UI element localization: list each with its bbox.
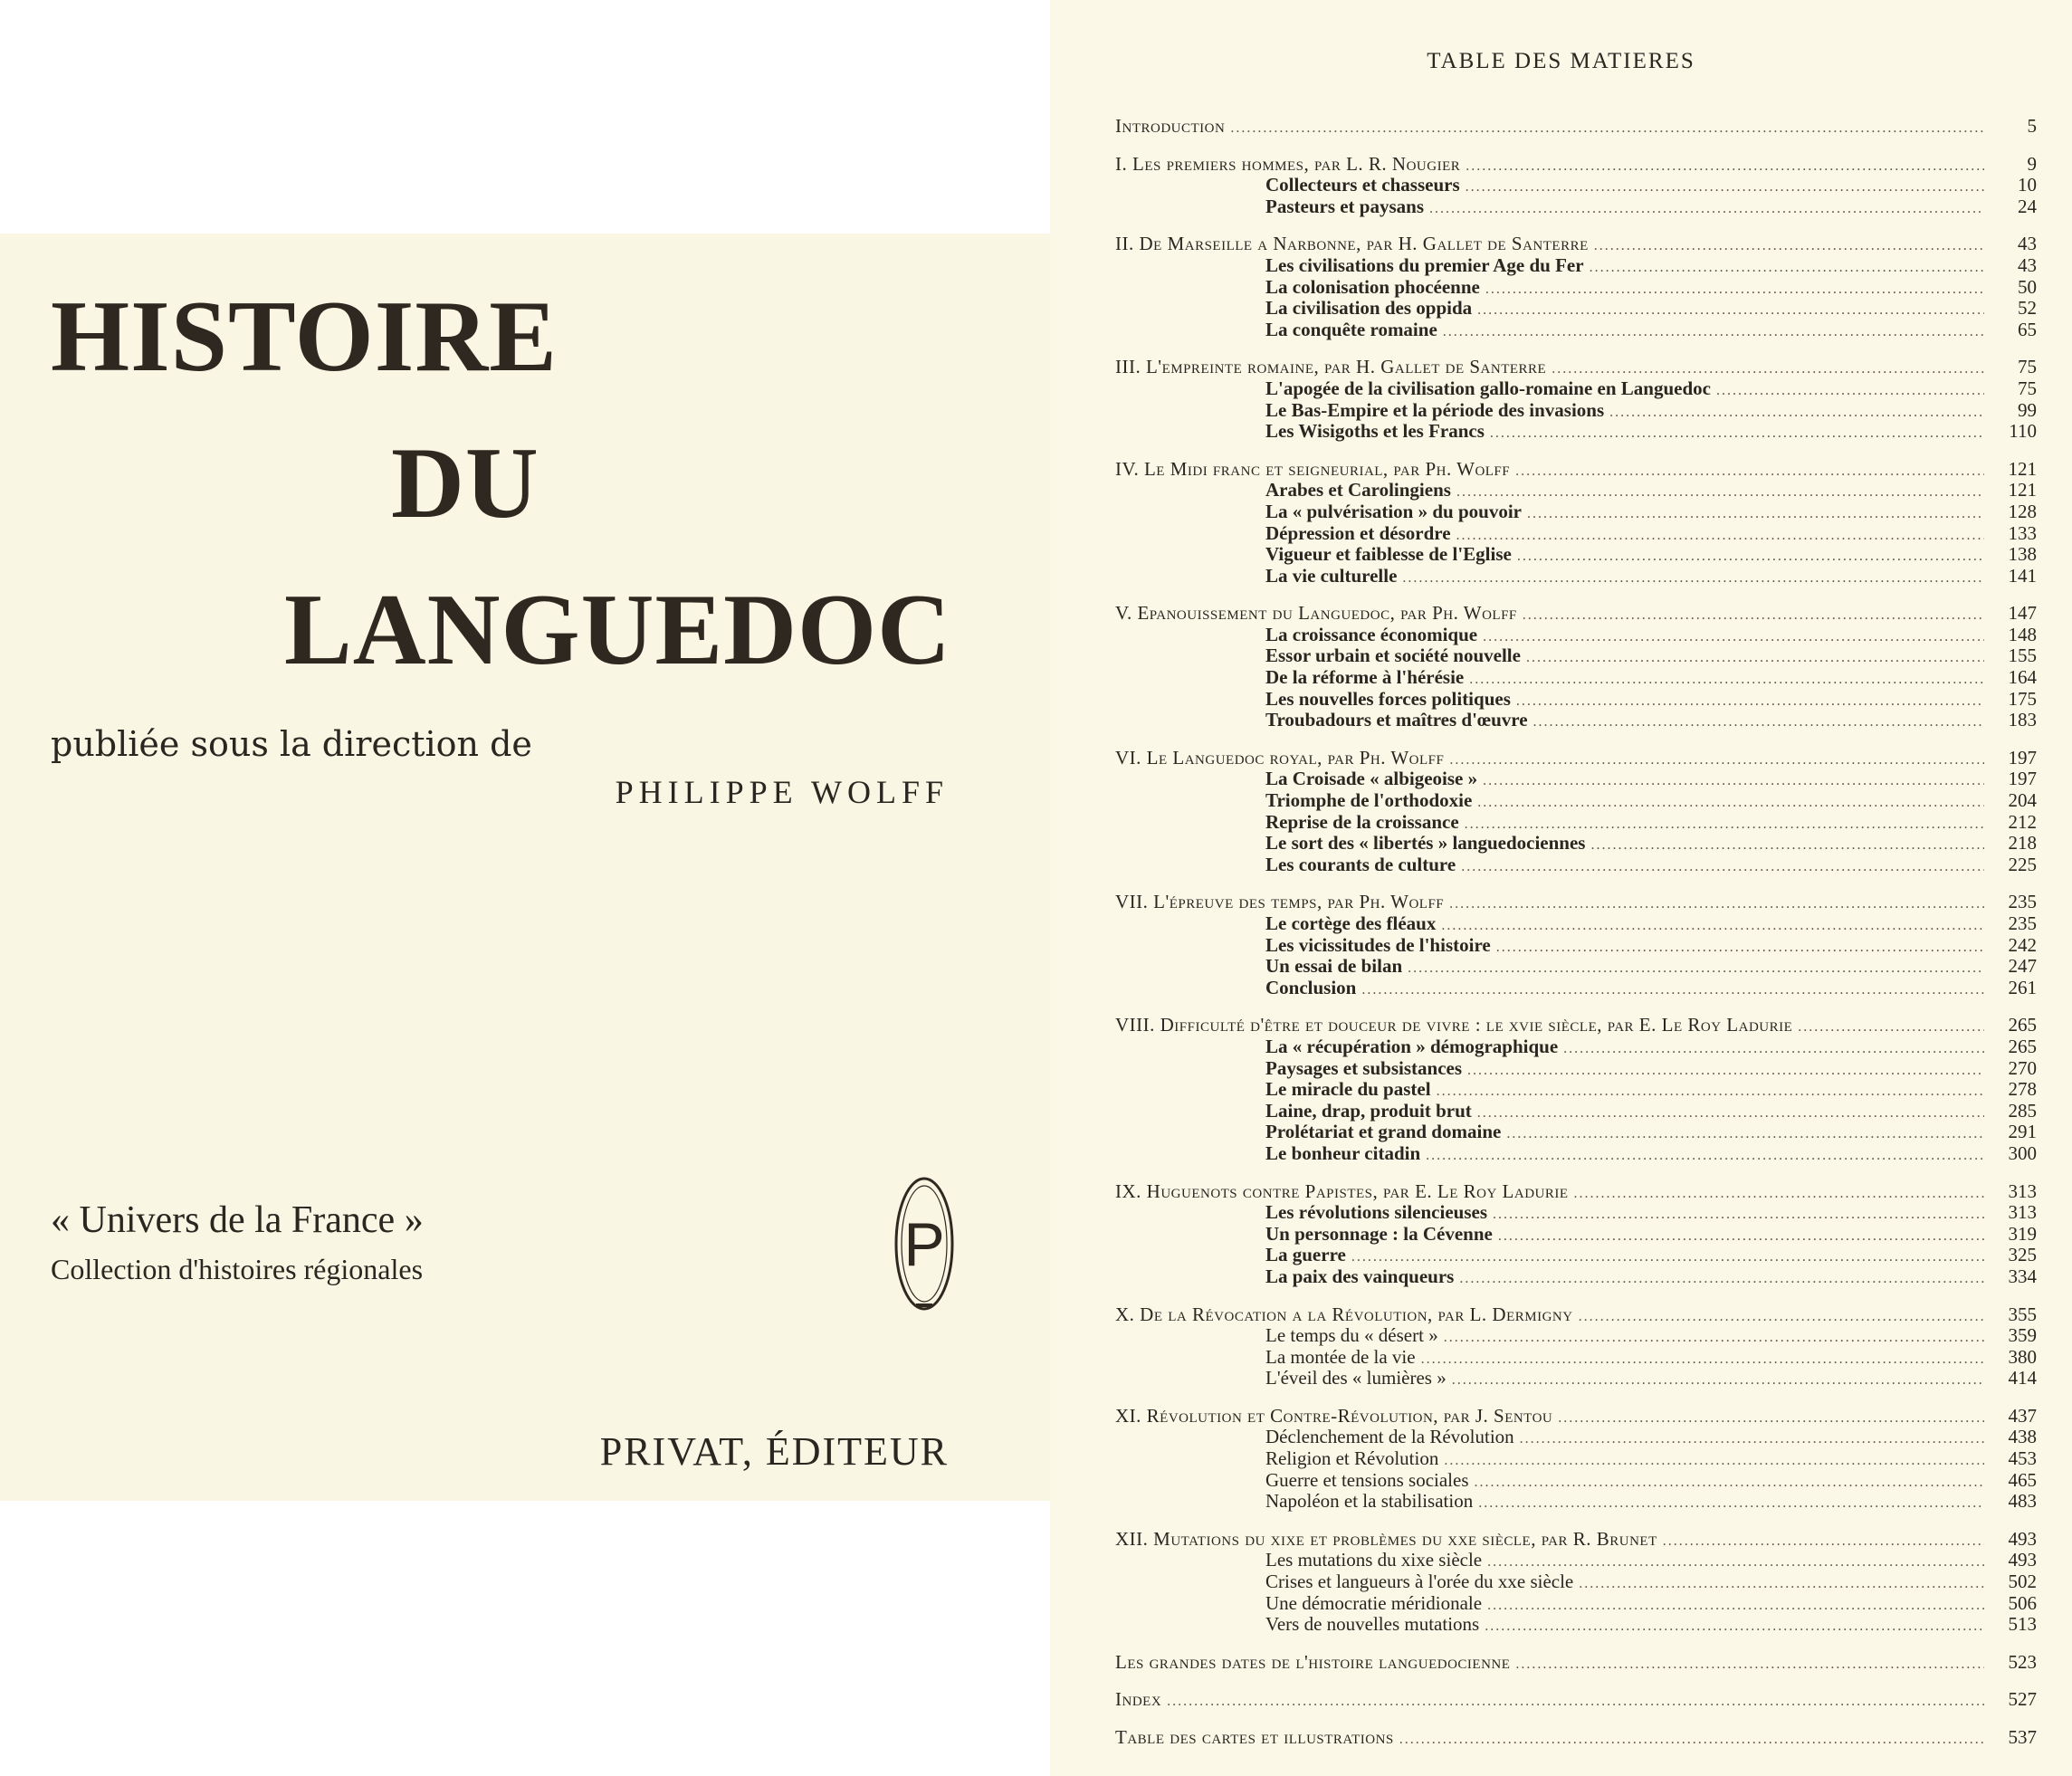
toc-entry-label: Un personnage : la Cévenne — [1265, 1222, 1493, 1245]
toc-section — [1115, 320, 2037, 341]
toc-chapter-group — [1115, 1015, 2037, 1164]
dot-leader — [1579, 1573, 1984, 1595]
toc-section — [1115, 812, 2037, 834]
toc-entry-label: Le Bas-Empire et la période des invasions — [1265, 398, 1605, 421]
toc-chapter — [1115, 1181, 2037, 1203]
dot-leader — [1466, 177, 1984, 198]
toc-page-number: 147 — [2008, 602, 2037, 625]
toc-page-number: 43 — [2018, 253, 2037, 276]
toc-entry-label: Essor urbain et société nouvelle — [1265, 645, 1521, 667]
dot-leader — [1466, 156, 1984, 177]
dot-leader — [1467, 1060, 1984, 1082]
toc-entry-label: Religion et Révolution — [1265, 1447, 1439, 1470]
toc-page-number: 242 — [2008, 933, 2037, 956]
toc-section — [1115, 255, 2037, 277]
dot-leader — [1167, 1691, 1984, 1713]
toc-page-number: 493 — [2008, 1549, 2037, 1571]
toc-entry-label: Les Wisigoths et les Francs — [1265, 420, 1485, 443]
toc-chapter — [1115, 1015, 2037, 1036]
toc-page-number: 218 — [2008, 832, 2037, 855]
publisher-logo-icon — [891, 1175, 958, 1320]
toc-entry-label: Dépression et désordre — [1265, 521, 1451, 544]
toc-chapter-group — [1115, 154, 2037, 218]
title-line-2: DU — [391, 427, 539, 539]
toc-page-number: 52 — [2018, 297, 2037, 320]
toc-entry-label: Un essai de bilan — [1265, 955, 1403, 978]
dot-leader — [1487, 1595, 1984, 1617]
dot-leader — [1496, 937, 1984, 959]
toc-page-number: 313 — [2008, 1201, 2037, 1224]
toc-back-matter — [1115, 1689, 2037, 1711]
dot-leader — [1421, 1349, 1984, 1370]
toc-section — [1115, 1058, 2037, 1080]
toc-section — [1115, 1347, 2037, 1369]
toc-entry-label: La colonisation phocéenne — [1265, 275, 1480, 298]
toc-entry-label: Table des cartes et illustrations — [1115, 1726, 1394, 1748]
dot-leader — [1515, 1654, 1984, 1676]
toc-page-number: 75 — [2018, 377, 2037, 399]
dot-leader — [1563, 1038, 1984, 1060]
toc-section — [1115, 1491, 2037, 1513]
toc-section — [1115, 501, 2037, 523]
dot-leader — [1441, 915, 1984, 937]
toc-section — [1115, 480, 2037, 501]
toc-page-number: 453 — [2008, 1447, 2037, 1470]
toc-page-number: 265 — [2008, 1035, 2037, 1057]
toc-section — [1115, 1266, 2037, 1288]
dot-leader — [1520, 1428, 1984, 1450]
toc-chapter — [1115, 603, 2037, 625]
dot-leader — [1515, 461, 1984, 482]
toc-entry-label: La vie culturelle — [1265, 564, 1398, 587]
subtitle: publiée sous la direction de — [51, 724, 532, 764]
toc-entry-label: Triomphe de l'orthodoxie — [1265, 789, 1473, 812]
toc-page-number: 502 — [2008, 1571, 2037, 1593]
toc-page-number: 65 — [2018, 318, 2037, 340]
toc-section — [1115, 1571, 2037, 1593]
toc-page-number: 99 — [2018, 398, 2037, 421]
toc-section — [1115, 1614, 2037, 1636]
dot-leader — [1402, 568, 1984, 589]
toc-entry-label: La croissance économique — [1265, 623, 1478, 645]
toc-page-number: 325 — [2008, 1244, 2037, 1266]
toc-section — [1115, 790, 2037, 812]
toc-page-number: 5 — [2027, 115, 2037, 137]
toc-entry-label: La « récupération » démographique — [1265, 1035, 1559, 1057]
collection-name: Collection d'histoires régionales — [51, 1253, 424, 1285]
toc-page-number: 483 — [2008, 1490, 2037, 1513]
toc-entry-label: La civilisation des oppida — [1265, 297, 1473, 320]
toc-list — [1115, 116, 2037, 1765]
toc-chapter — [1115, 154, 2037, 176]
toc-entry-label: Les nouvelles forces politiques — [1265, 687, 1511, 710]
toc-entry-label: VI. Le Languedoc royal, par Ph. Wolff — [1115, 746, 1445, 769]
toc-page-number: 9 — [2027, 152, 2037, 175]
toc-entry-label: Le cortège des fléaux — [1265, 912, 1437, 934]
toc-entry-label: L'apogée de la civilisation gallo-romaine en Languedoc — [1265, 377, 1711, 399]
dot-leader — [1526, 647, 1984, 669]
toc-page-number: 285 — [2008, 1099, 2037, 1122]
toc-chapter-group — [1115, 892, 2037, 998]
toc-page-number: 278 — [2008, 1078, 2037, 1101]
toc-entry-label: Guerre et tensions sociales — [1265, 1468, 1469, 1491]
toc-entry-label: Arabes et Carolingiens — [1265, 479, 1451, 501]
dot-leader — [1579, 1306, 1984, 1328]
toc-section — [1115, 769, 2037, 790]
toc-entry-label: VII. L'épreuve des temps, par Ph. Wolff — [1115, 891, 1445, 913]
dot-leader — [1527, 503, 1984, 525]
toc-page-number: 75 — [2018, 356, 2037, 378]
toc-section — [1115, 1245, 2037, 1266]
toc-page-number: 110 — [2009, 420, 2037, 443]
toc-entry-label: V. Epanouissement du Languedoc, par Ph. Wolff — [1115, 602, 1517, 625]
toc-chapter-group — [1115, 1406, 2037, 1513]
toc-entry-label: XI. Révolution et Contre-Révolution, par J. Sentou — [1115, 1404, 1553, 1427]
toc-entry-label: Le temps du « désert » — [1265, 1324, 1438, 1347]
toc-page-number: 204 — [2008, 789, 2037, 812]
toc-page-number: 334 — [2008, 1265, 2037, 1287]
toc-section — [1115, 667, 2037, 689]
toc-entry-label: XII. Mutations du xixe et problèmes du xxe siècle, par R. Brunet — [1115, 1527, 1657, 1550]
toc-section — [1115, 544, 2037, 566]
dot-leader — [1516, 691, 1984, 712]
toc-entry-label: Le sort des « libertés » languedociennes — [1265, 832, 1586, 855]
toc-page-number: 50 — [2018, 275, 2037, 298]
dot-leader — [1498, 1226, 1984, 1247]
toc-entry-label: Napoléon et la stabilisation — [1265, 1490, 1474, 1513]
toc-page-number: 121 — [2008, 479, 2037, 501]
toc-entry-label: IV. Le Midi franc et seigneurial, par Ph. Wolff — [1115, 457, 1511, 480]
dot-leader — [1594, 235, 1984, 257]
dot-leader — [1523, 605, 1984, 626]
dot-leader — [1558, 1408, 1984, 1429]
toc-page-number: 537 — [2008, 1726, 2037, 1748]
toc-section — [1115, 1448, 2037, 1470]
toc-entry-label: Collecteurs et chasseurs — [1265, 174, 1460, 196]
toc-page-number: 506 — [2008, 1591, 2037, 1614]
toc-back-matter — [1115, 1727, 2037, 1749]
toc-page-number: 291 — [2008, 1121, 2037, 1143]
toc-section — [1115, 277, 2037, 299]
dot-leader — [1449, 893, 1984, 915]
toc-page-number: 465 — [2008, 1468, 2037, 1491]
toc-entry-label: X. De la Révocation a la Révolution, par L. Dermigny — [1115, 1303, 1573, 1325]
toc-chapter-group — [1115, 748, 2037, 876]
toc-entry-label: IX. Huguenots contre Papistes, par E. Le Roy Ladurie — [1115, 1179, 1569, 1202]
toc-page-number: 235 — [2008, 912, 2037, 934]
toc-section — [1115, 625, 2037, 646]
toc-section — [1115, 298, 2037, 320]
toc-entry-label: Introduction — [1115, 115, 1226, 137]
toc-entry-label: De la réforme à l'hérésie — [1265, 666, 1465, 689]
toc-entry-label: Déclenchement de la Révolution — [1265, 1426, 1514, 1448]
toc-chapter-group — [1115, 1304, 2037, 1389]
dot-leader — [1456, 525, 1984, 547]
toc-section — [1115, 400, 2037, 422]
toc-section — [1115, 1470, 2037, 1492]
toc-section — [1115, 1427, 2037, 1448]
toc-chapter-group — [1115, 234, 2037, 340]
toc-chapter — [1115, 748, 2037, 769]
toc-section — [1115, 1325, 2037, 1347]
toc-page-number: 133 — [2008, 521, 2037, 544]
toc-page-number: 138 — [2008, 543, 2037, 566]
toc-chapter — [1115, 1304, 2037, 1326]
toc-entry-label: Prolétariat et grand domaine — [1265, 1121, 1502, 1143]
toc-entry-label: Les civilisations du premier Age du Fer — [1265, 253, 1584, 276]
toc-page-number: 513 — [2008, 1613, 2037, 1636]
toc-entry-label: Reprise de la croissance — [1265, 810, 1459, 833]
toc-section — [1115, 689, 2037, 711]
toc-section — [1115, 1368, 2037, 1389]
toc-entry-label: Vers de nouvelles mutations — [1265, 1613, 1480, 1636]
dot-leader — [1478, 1493, 1984, 1514]
toc-section — [1115, 566, 2037, 587]
toc-page-number: 247 — [2008, 955, 2037, 978]
toc-section — [1115, 378, 2037, 400]
toc-page-number: 164 — [2008, 666, 2037, 689]
dot-leader — [1449, 750, 1984, 771]
toc-chapter — [1115, 1529, 2037, 1551]
toc-chapter-group — [1115, 603, 2037, 731]
toc-page-number: 225 — [2008, 853, 2037, 875]
toc-entry-label: Pasteurs et paysans — [1265, 195, 1425, 217]
toc-entry-label: Les courants de culture — [1265, 853, 1456, 875]
toc-entry-label: VIII. Difficulté d'être et douceur de vivre : le xvie siècle, par E. Le Roy Ladurie — [1115, 1014, 1793, 1036]
toc-introduction — [1115, 116, 2037, 138]
dot-leader — [1456, 482, 1984, 503]
dot-leader — [1443, 321, 1984, 343]
dot-leader — [1590, 257, 1984, 279]
toc-entry-label: I. Les premiers hommes, par L. R. Nougier — [1115, 152, 1461, 175]
toc-section — [1115, 1593, 2037, 1615]
toc-entry-label: La conquête romaine — [1265, 318, 1437, 340]
table-of-contents-page — [1050, 0, 2072, 1776]
dot-leader — [1490, 423, 1984, 444]
dot-leader — [1426, 1145, 1984, 1167]
dot-leader — [1477, 792, 1984, 814]
toc-entry-label: Les mutations du xixe siècle — [1265, 1549, 1483, 1571]
dot-leader — [1408, 958, 1984, 979]
toc-chapter-group — [1115, 1529, 2037, 1636]
dot-leader — [1506, 1123, 1984, 1145]
toc-section — [1115, 913, 2037, 935]
toc-entry-label: Paysages et subsistances — [1265, 1056, 1463, 1079]
dot-leader — [1716, 380, 1984, 402]
toc-chapter — [1115, 1406, 2037, 1427]
toc-page-number: 175 — [2008, 687, 2037, 710]
toc-chapter — [1115, 892, 2037, 913]
toc-entry-label: Les révolutions silencieuses — [1265, 1201, 1487, 1224]
toc-page-number: 300 — [2008, 1141, 2037, 1164]
toc-page-number: 141 — [2008, 564, 2037, 587]
toc-section — [1115, 1122, 2037, 1143]
toc-page-number: 437 — [2008, 1404, 2037, 1427]
dot-leader — [1444, 1327, 1984, 1349]
toc-chapter-group — [1115, 357, 2037, 442]
toc-entry-label: Crises et langueurs à l'orée du xxe siècle — [1265, 1571, 1574, 1593]
toc-entry-label: Index — [1115, 1688, 1162, 1711]
toc-section — [1115, 833, 2037, 855]
toc-page-number: 128 — [2008, 500, 2037, 522]
toc-page-number: 212 — [2008, 810, 2037, 833]
toc-entry-label: Les vicissitudes de l'histoire — [1265, 933, 1491, 956]
toc-entry-label: III. L'empreinte romaine, par H. Gallet de Santerre — [1115, 356, 1547, 378]
toc-page-number: 355 — [2008, 1303, 2037, 1325]
toc-page-number: 235 — [2008, 891, 2037, 913]
toc-entry-label: Les grandes dates de l'histoire languedocienne — [1115, 1650, 1511, 1673]
toc-entry-label: La paix des vainqueurs — [1265, 1265, 1455, 1287]
toc-page-number: 197 — [2008, 768, 2037, 790]
toc-chapter — [1115, 357, 2037, 378]
toc-entry-label: La guerre — [1265, 1244, 1346, 1266]
toc-section — [1115, 196, 2037, 218]
dot-leader — [1477, 1103, 1984, 1124]
dot-leader — [1452, 1370, 1984, 1391]
toc-section — [1115, 523, 2037, 545]
toc-chapter-group — [1115, 1181, 2037, 1288]
toc-entry-label: Troubadours et maîtres d'œuvre — [1265, 709, 1528, 731]
toc-section — [1115, 1036, 2037, 1058]
dot-leader — [1399, 1729, 1984, 1751]
toc-section — [1115, 421, 2037, 443]
title-page — [0, 234, 1050, 1501]
dot-leader — [1663, 1531, 1984, 1552]
toc-chapter — [1115, 234, 2037, 255]
toc-section — [1115, 1143, 2037, 1165]
dot-leader — [1483, 626, 1984, 648]
dot-leader — [1230, 118, 1984, 139]
dot-leader — [1798, 1017, 1984, 1038]
toc-page-number: 527 — [2008, 1688, 2037, 1711]
dot-leader — [1437, 1081, 1984, 1103]
title-line-1: HISTOIRE — [51, 281, 558, 393]
toc-section — [1115, 855, 2037, 876]
toc-page-number: 197 — [2008, 746, 2037, 769]
toc-page-number: 24 — [2018, 195, 2037, 217]
toc-section — [1115, 1550, 2037, 1571]
series-name: « Univers de la France » — [51, 1199, 424, 1241]
toc-page-number: 43 — [2018, 233, 2037, 255]
toc-entry-label: Le bonheur citadin — [1265, 1141, 1421, 1164]
toc-page-number: 270 — [2008, 1056, 2037, 1079]
toc-entry-label: La « pulvérisation » du pouvoir — [1265, 500, 1522, 522]
dot-leader — [1485, 1616, 1984, 1638]
toc-page-number: 183 — [2008, 709, 2037, 731]
dot-leader — [1361, 979, 1984, 1001]
toc-entry-label: La Croisade « albigeoise » — [1265, 768, 1478, 790]
dot-leader — [1517, 546, 1984, 568]
toc-section — [1115, 1101, 2037, 1122]
toc-page-number: 148 — [2008, 623, 2037, 645]
toc-section — [1115, 710, 2037, 731]
author: PHILIPPE WOLFF — [615, 774, 949, 810]
toc-entry-label: Vigueur et faiblesse de l'Eglise — [1265, 543, 1512, 566]
dot-leader — [1590, 835, 1984, 856]
toc-entry-label: Conclusion — [1265, 976, 1357, 998]
toc-chapter-group — [1115, 459, 2037, 587]
dot-leader — [1477, 300, 1984, 321]
toc-page-number: 155 — [2008, 645, 2037, 667]
dot-leader — [1485, 279, 1984, 301]
toc-chapter — [1115, 459, 2037, 481]
toc-page-number: 438 — [2008, 1426, 2037, 1448]
toc-entry-label: Une démocratie méridionale — [1265, 1591, 1483, 1614]
dot-leader — [1609, 402, 1984, 424]
toc-entry-label: Laine, drap, produit brut — [1265, 1099, 1472, 1122]
dot-leader — [1483, 770, 1984, 792]
toc-page-number: 10 — [2018, 174, 2037, 196]
toc-page-number: 121 — [2008, 457, 2037, 480]
title-line-3: LANGUEDOC — [284, 574, 952, 686]
toc-entry-label: II. De Marseille a Narbonne, par H. Gallet de Santerre — [1115, 233, 1589, 255]
toc-entry-label: L'éveil des « lumières » — [1265, 1367, 1447, 1389]
toc-section — [1115, 956, 2037, 978]
toc-page-number: 359 — [2008, 1324, 2037, 1347]
toc-section — [1115, 1202, 2037, 1224]
dot-leader — [1574, 1183, 1984, 1205]
dot-leader — [1533, 711, 1984, 733]
toc-section — [1115, 978, 2037, 999]
toc-page-number: 380 — [2008, 1345, 2037, 1368]
toc-section — [1115, 645, 2037, 667]
toc-page-number: 261 — [2008, 976, 2037, 998]
toc-heading: TABLE DES MATIERES — [1427, 49, 1695, 73]
toc-entry-label: La montée de la vie — [1265, 1345, 1416, 1368]
toc-section — [1115, 1079, 2037, 1101]
toc-page-number: 313 — [2008, 1179, 2037, 1202]
dot-leader — [1469, 669, 1984, 691]
dot-leader — [1444, 1450, 1984, 1472]
logo-letter: P — [903, 1210, 945, 1279]
toc-section — [1115, 1224, 2037, 1246]
dot-leader — [1493, 1204, 1984, 1226]
dot-leader — [1429, 198, 1984, 220]
toc-page-number: 265 — [2008, 1014, 2037, 1036]
dot-leader — [1475, 1472, 1984, 1494]
toc-page-number: 319 — [2008, 1222, 2037, 1245]
toc-back-matter — [1115, 1652, 2037, 1674]
toc-page-number: 523 — [2008, 1650, 2037, 1673]
dot-leader — [1461, 856, 1984, 878]
toc-section — [1115, 175, 2037, 196]
toc-page-number: 414 — [2008, 1367, 2037, 1389]
toc-page-number: 493 — [2008, 1527, 2037, 1550]
publisher-name: PRIVAT, ÉDITEUR — [599, 1429, 949, 1474]
toc-section — [1115, 935, 2037, 957]
toc-entry-label: Le miracle du pastel — [1265, 1078, 1431, 1101]
dot-leader — [1459, 1268, 1984, 1290]
